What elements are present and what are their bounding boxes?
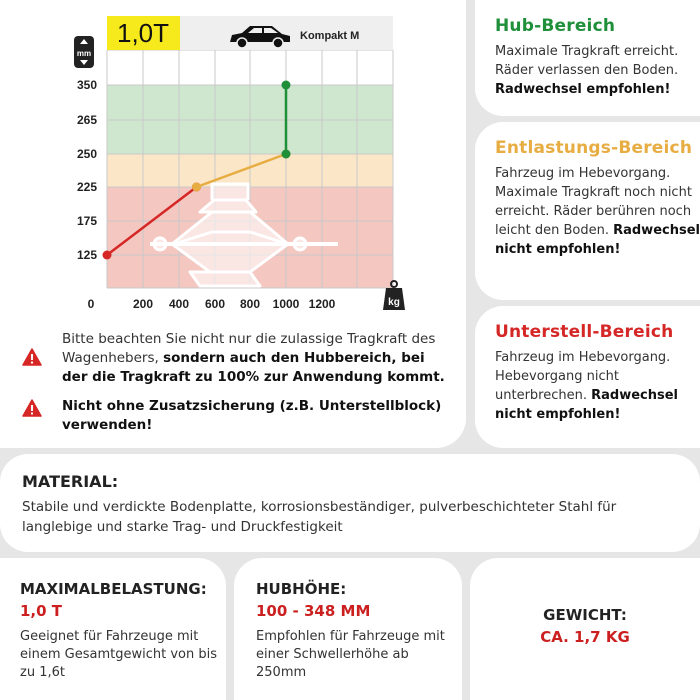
spec-liftheight-value: 100 - 348 MM <box>256 602 371 620</box>
note-zusatzsicherung <box>18 397 448 435</box>
zone-unterstell-title: Unterstell-Bereich <box>495 322 674 342</box>
mm-arrow-icon <box>74 36 94 68</box>
x-tick-1200: 1200 <box>308 297 336 311</box>
spec-weight-value: CA. 1,7 KG <box>540 628 630 646</box>
spec-liftheight-card <box>234 558 462 700</box>
spec-maxload-card <box>0 558 226 700</box>
capacity-badge-text: 1,0T <box>116 18 170 48</box>
note-hubbereich <box>18 330 448 387</box>
zone-entlastung-text: Fahrzeug im Hebevorgang. Maximale Tragkraft noch nicht erreicht. Räder berühren noch leicht den Boden. Radwechsel nicht empfohlen! <box>495 166 700 257</box>
warnings <box>18 330 448 445</box>
svg-text:kg: kg <box>388 297 400 308</box>
material-text: Stabile und verdickte Bodenplatte, korrosionsbeständiger, pulverbeschichteter Stahl für langlebige und starke Trag- und Druckfestigkeit <box>22 499 617 535</box>
spec-maxload-value: 1,0 T <box>20 602 63 620</box>
data-point <box>103 251 112 260</box>
zone-entlastung-card <box>475 122 700 300</box>
x-tick-200: 200 <box>132 297 154 311</box>
y-tick-250: 250 <box>76 147 97 161</box>
note-text: Bitte beachten Sie nicht nur die zulassige Tragkraft des Wagenhebers, <box>62 331 436 366</box>
x-tick-800: 800 <box>239 297 261 311</box>
spec-maxload-title: MAXIMALBELASTUNG: <box>20 580 207 598</box>
y-tick-350: 350 <box>76 78 97 92</box>
x-tick-600: 600 <box>204 297 226 311</box>
y-tick-175: 175 <box>76 214 97 228</box>
spec-weight-card <box>470 558 700 700</box>
zone-unterstell-card <box>475 306 700 448</box>
material-title: MATERIAL: <box>22 472 119 491</box>
zone-hub-card <box>475 0 700 116</box>
zone-unterstell-text: Fahrzeug im Hebevorgang. Hebevorgang nicht unterbrechen. Radwechsel nicht empfohlen! <box>495 350 679 422</box>
data-point <box>192 183 201 192</box>
note-bold: Nicht ohne Zusatzsicherung (z.B. Unterstellblock) verwenden! <box>62 398 442 433</box>
note-bold: sondern auch den Hubbereich, bei der die Tragkraft zu 100% zur Anwendung kommt. <box>62 350 445 385</box>
y-tick-225: 225 <box>76 180 97 194</box>
x-tick-0: 0 <box>87 297 95 311</box>
spec-liftheight-title: HUBHÖHE: <box>256 580 347 598</box>
data-point <box>282 150 291 159</box>
chart-card <box>0 0 466 448</box>
spec-liftheight-text: Empfohlen für Fahrzeuge mit einer Schwellerhöhe ab 250mm <box>256 629 445 680</box>
spec-maxload-text: Geeignet für Fahrzeuge mit einem Gesamtgewicht von bis zu 1,6t <box>20 629 217 680</box>
lift-range-chart <box>0 0 466 330</box>
material-card <box>0 454 700 552</box>
zone-hub-text: Maximale Tragkraft erreicht. Räder verlassen den Boden. Radwechsel empfohlen! <box>495 44 679 97</box>
car-label: Kompakt M <box>300 30 360 42</box>
y-tick-265: 265 <box>76 113 97 127</box>
zone-hub-title: Hub-Bereich <box>495 16 616 36</box>
svg-text:mm: mm <box>76 49 92 58</box>
x-tick-400: 400 <box>168 297 190 311</box>
zone-entlastung-title: Entlastungs-Bereich <box>495 138 693 158</box>
y-tick-125: 125 <box>76 248 97 262</box>
warning-icon <box>22 348 42 366</box>
x-tick-1000: 1000 <box>272 297 300 311</box>
spec-weight-title: GEWICHT: <box>543 606 627 624</box>
data-point <box>282 81 291 90</box>
warning-icon <box>22 399 42 417</box>
